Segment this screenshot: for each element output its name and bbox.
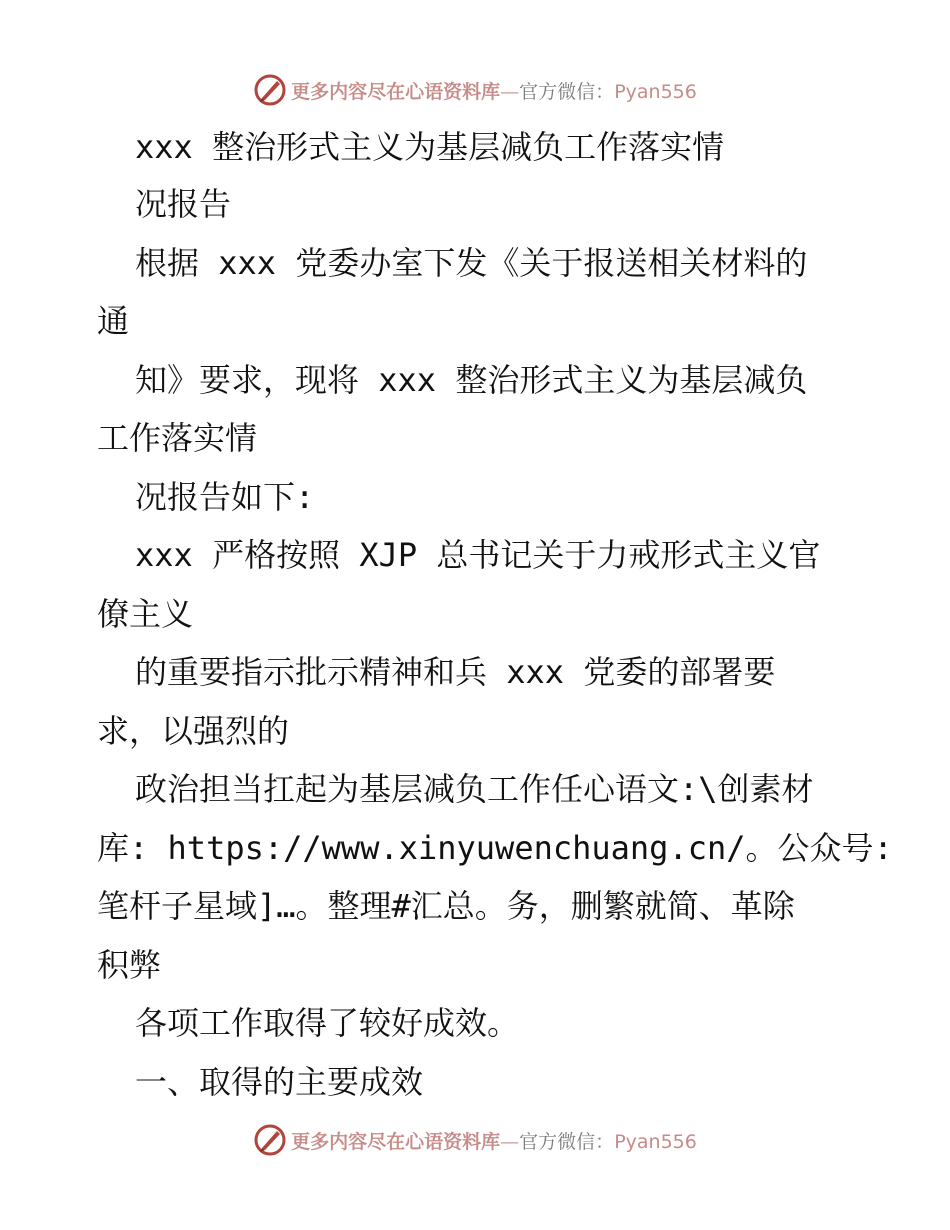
footer-dash: — [500, 1130, 520, 1153]
footer-account: Pyan556 [614, 1130, 697, 1153]
doc-line: 笔杆子星域]…。整理#汇总。务，删繁就简、革除 [97, 887, 795, 925]
quill-logo-icon [253, 73, 287, 107]
doc-line: 根据 xxx 党委办室下发《关于报送相关材料的 [135, 244, 808, 282]
doc-line: 的重要指示批示精神和兵 xxx 党委的部署要 [135, 653, 776, 691]
header-dash: — [500, 80, 520, 103]
footer-brand-text: 更多内容尽在心语资料库 [291, 1130, 501, 1153]
doc-line: 政治担当扛起为基层减负工作任心语文:\创素材 [135, 770, 814, 808]
footer-watermark-banner [0, 1120, 950, 1160]
footer-official-label: 官方微信： [519, 1130, 615, 1153]
doc-line: xxx 严格按照 XJP 总书记关于力戒形式主义官 [135, 536, 821, 574]
doc-title-line-2: 况报告 [135, 185, 232, 223]
header-account: Pyan556 [614, 80, 697, 103]
header-brand-text: 更多内容尽在心语资料库 [291, 80, 501, 103]
doc-line: 况报告如下: [135, 478, 315, 516]
doc-line: 各项工作取得了较好成效。 [135, 1004, 520, 1042]
doc-line: 知》要求，现将 xxx 整治形式主义为基层减负 [135, 361, 808, 399]
quill-logo-icon [253, 1123, 287, 1157]
doc-line: 求，以强烈的 [97, 712, 290, 750]
header-official-label: 官方微信： [519, 80, 615, 103]
doc-section-heading: 一、取得的主要成效 [135, 1063, 424, 1101]
header-banner-text [291, 77, 697, 104]
doc-line: 积弊 [97, 946, 162, 984]
doc-line: 通 [97, 302, 130, 340]
doc-line: 僚主义 [97, 595, 194, 633]
doc-title-line-1: xxx 整治形式主义为基层减负工作落实情 [135, 128, 725, 166]
doc-line: 库: https://www.xinyuwenchuang.cn/。公众号: [97, 829, 893, 867]
footer-banner-text [291, 1127, 697, 1154]
doc-line: 工作落实情 [97, 419, 258, 457]
header-watermark-banner [0, 70, 950, 110]
